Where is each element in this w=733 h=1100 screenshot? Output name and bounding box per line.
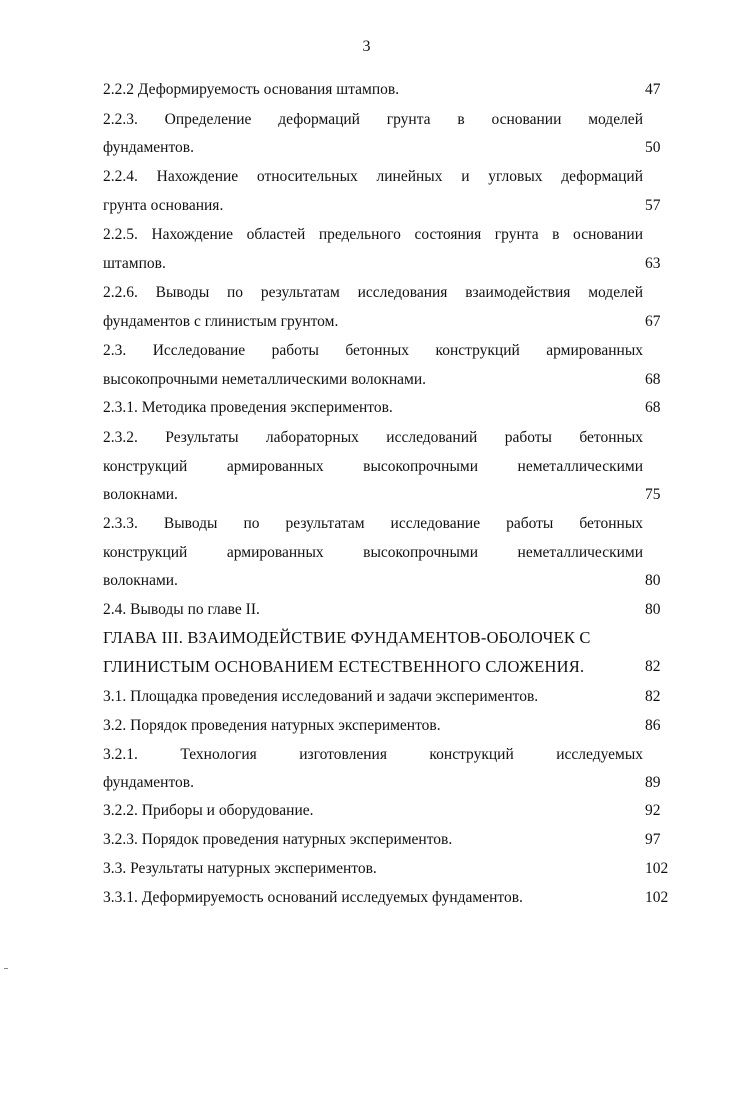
- toc-entry-text: 3.2. Порядок проведения натурных экспериментов.: [103, 717, 441, 734]
- toc-page-number: 89: [645, 774, 661, 791]
- toc-entry-text: 2.2.5. Нахождение областей предельного состояния грунта в основании: [103, 226, 643, 243]
- toc-page-number: 50: [645, 139, 661, 156]
- toc-entry-text: 3.1. Площадка проведения исследований и задачи экспериментов.: [103, 688, 539, 705]
- toc-page-number: 97: [645, 831, 661, 848]
- toc-page-number: 80: [645, 572, 661, 589]
- toc-entry-text: фундаментов.: [103, 139, 194, 156]
- toc-entry-text: конструкций армированных высокопрочными неметаллическими: [103, 544, 643, 561]
- toc-entry-text: высокопрочными неметаллическими волокнами.: [103, 371, 427, 388]
- toc-chapter-heading: ГЛАВА III. ВЗАИМОДЕЙСТВИЕ ФУНДАМЕНТОВ-ОБОЛОЧЕК С: [103, 628, 591, 647]
- toc-page-number: 67: [645, 313, 661, 330]
- toc-entry-text: конструкций армированных высокопрочными неметаллическими: [103, 458, 643, 475]
- toc-entry-text: 2.3.2. Результаты лабораторных исследований работы бетонных: [103, 429, 643, 446]
- page-number: 3: [362, 38, 371, 55]
- toc-entry-text: фундаментов с глинистым грунтом.: [103, 313, 339, 330]
- toc-page-number: 47: [645, 81, 661, 98]
- toc-chapter-heading: ГЛИНИСТЫМ ОСНОВАНИЕМ ЕСТЕСТВЕННОГО СЛОЖЕНИЯ.: [103, 657, 585, 676]
- toc-page-number: 68: [645, 399, 661, 416]
- toc-entry-text: фундаментов.: [103, 774, 194, 791]
- toc-entry-text: 2.4. Выводы по главе II.: [103, 601, 260, 618]
- scan-artifact: [4, 968, 8, 969]
- toc-entry-text: 3.2.3. Порядок проведения натурных экспериментов.: [103, 831, 453, 848]
- toc-entry-text: 3.2.2. Приборы и оборудование.: [103, 802, 314, 819]
- toc-entry-text: волокнами.: [103, 486, 178, 503]
- toc-entry-text: штампов.: [103, 255, 166, 272]
- toc-entry-text: 2.2.4. Нахождение относительных линейных и угловых деформаций: [103, 168, 643, 185]
- toc-entry-text: волокнами.: [103, 572, 178, 589]
- toc-page-number: 63: [645, 255, 661, 272]
- toc-page-number: 57: [645, 197, 661, 214]
- toc-page-number: 102: [645, 889, 669, 906]
- toc-entry-text: 3.3. Результаты натурных экспериментов.: [103, 860, 377, 877]
- toc-entry-text: 2.2.3. Определение деформаций грунта в основании моделей: [103, 111, 643, 128]
- toc-page-number: 68: [645, 371, 661, 388]
- toc-page-number: 75: [645, 486, 661, 503]
- toc-page-number: 82: [645, 658, 661, 675]
- toc-page-number: 80: [645, 601, 661, 618]
- toc-entry-text: 2.2.2 Деформируемость основания штампов.: [103, 81, 400, 98]
- toc-page-number: 82: [645, 688, 661, 705]
- toc-page-number: 102: [645, 860, 669, 877]
- toc-entry-text: 2.3.3. Выводы по результатам исследование работы бетонных: [103, 515, 643, 532]
- toc-entry-text: грунта основания.: [103, 197, 224, 214]
- toc-entry-text: 2.2.6. Выводы по результатам исследования взаимодействия моделей: [103, 284, 643, 301]
- toc-page-number: 86: [645, 717, 661, 734]
- toc-entry-text: 2.3. Исследование работы бетонных конструкций армированных: [103, 342, 643, 359]
- toc-entry-text: 3.2.1. Технология изготовления конструкций исследуемых: [103, 746, 643, 763]
- toc-page-number: 92: [645, 802, 661, 819]
- toc-entry-text: 2.3.1. Методика проведения экспериментов.: [103, 399, 393, 416]
- toc-entry-text: 3.3.1. Деформируемость оснований исследуемых фундаментов.: [103, 889, 523, 906]
